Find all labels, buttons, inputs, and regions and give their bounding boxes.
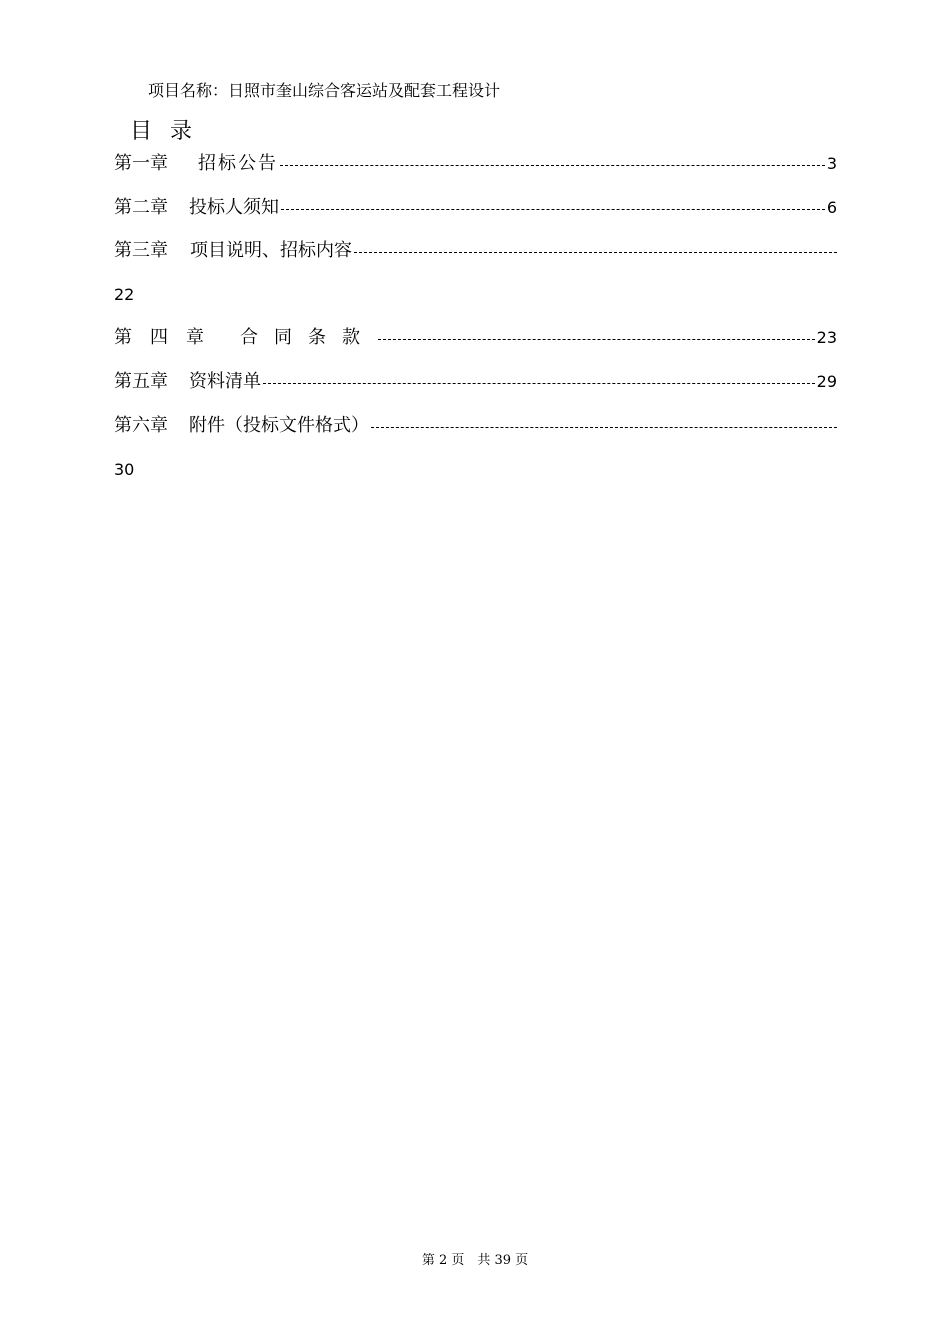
toc-chapter-title: 资料清单: [189, 371, 261, 392]
toc-entry-chapter-4[interactable]: [114, 325, 837, 351]
toc-entry-chapter-5[interactable]: [114, 369, 837, 395]
toc-entry-chapter-6[interactable]: [114, 413, 837, 439]
toc-chapter-title: 招标公告: [198, 153, 278, 174]
toc-page-number: 23: [816, 328, 837, 347]
toc-page-number[interactable]: 22: [114, 285, 135, 304]
toc-chapter-number: 第六章: [114, 415, 168, 436]
page-footer: 第 2 页 共 39 页: [421, 1253, 529, 1268]
toc-chapter-number: 第四章: [114, 327, 222, 348]
toc-chapter-number: 第一章: [114, 153, 168, 174]
toc-chapter-title: 附件（投标文件格式）: [189, 415, 369, 436]
toc-leader: [281, 209, 825, 210]
toc-chapter-number: 第三章: [114, 240, 168, 261]
toc-chapter-title: 投标人须知: [189, 197, 279, 218]
toc-entry-chapter-3[interactable]: [114, 238, 837, 264]
toc-page-number: 6: [826, 198, 837, 217]
toc-title: 目录: [130, 119, 211, 144]
toc-page-number[interactable]: 30: [114, 460, 135, 479]
toc-page-number: 29: [816, 372, 837, 391]
toc-leader: [371, 427, 837, 428]
toc-chapter-title: 合同条款: [240, 327, 376, 348]
toc-leader: [354, 252, 837, 253]
toc-entry-chapter-2[interactable]: [114, 195, 837, 221]
toc-chapter-number: 第二章: [114, 197, 168, 218]
toc-chapter-title: 项目说明、招标内容: [190, 240, 352, 261]
toc-leader: [378, 339, 815, 340]
toc-leader: [280, 165, 825, 166]
toc-leader: [263, 383, 815, 384]
toc-entry-chapter-1[interactable]: [114, 151, 837, 177]
toc-page-number: 3: [826, 154, 837, 173]
project-name: 项目名称：日照市奎山综合客运站及配套工程设计: [148, 81, 501, 100]
toc-chapter-number: 第五章: [114, 371, 168, 392]
